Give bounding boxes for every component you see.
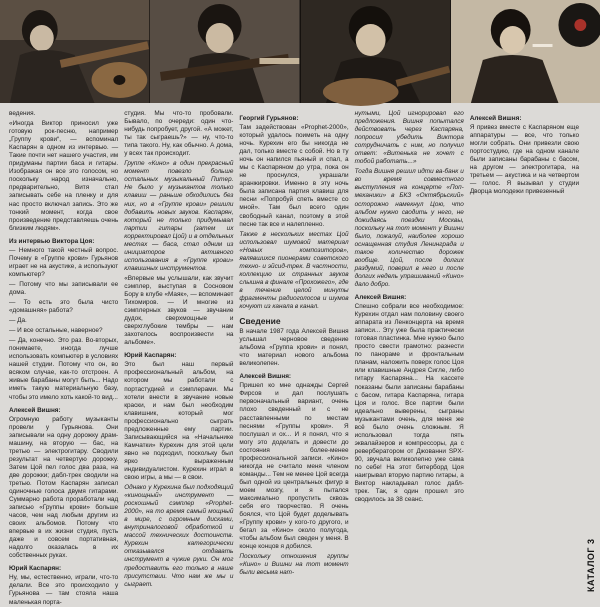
paragraph: Пришел ко мне однажды Сергей Фирсов и дал послушать первоначальный вариант, очень плохо сведенный и с не расставленными по местам песнями «Группы крови». Я послушал и ох... И я понял, что я могу это доделать и довести до состояния более-менее профессиональной записи. «Кино» никогда не считало меня членом команды... Тем не менее Цой всегда был одной из центральных фигур в моем мозгу, и я пытался максимально пропустить сквозь себя его творчество. Я очень боялся, что Цой будет доделывать «Группу крови» у кого-то другого, и бегал за «Кино» около полугода, чтобы альбом был сведен у меня. В конце концов я добился. — [239, 382, 349, 551]
section-heading: Алексей Вишня: — [354, 294, 407, 302]
section-heading: Из интервью Виктора Цоя: — [9, 237, 95, 245]
paragraph: Также в нескольких местах Цой использовал шумовой материал «Новых композиторов», являвшихся пионерами советского техно- и эйсид-трек. В частности, коллекцию их странных звуков слышна в финале «Прохожего», где в течение целой минуты фрагменты радиоголосов и шумов кочуют из канала в канал. — [239, 230, 349, 311]
paragraph: Поскольку отношения группы «Кино» и Вишни на тот момент были весьма нат- — [239, 553, 349, 577]
paragraph: Огромную работу музыканты провели у Гурьянова. Они записывали на одну дорожку драм-машину, на вторую — бас, на третью — электрогитару. Сводили результат на четвертую дорожку. Затем Цой пел голос два раза, на две дорожки; дабл-трек сводили на третью. Потом Каспарян записал одиночные голоса двумя гитарами. Суммарно работа проработали над записью «Группы крови» больше часов, чем над любым другим из своих альбомов. Потому что впервые в их жизни студия, пусть даже и совсем портативная, надолго оказалась в их собственных руках. — [9, 415, 119, 560]
section-heading: Георгий Гурьянов: — [239, 115, 299, 122]
paragraph: ведения. — [9, 110, 36, 117]
paragraph: — Потому что мы записывали ее дома. — [9, 280, 119, 296]
paragraph: нутыми, Цой игнорировал его предложения. Вишня попытался действовать через Каспаряна, попросил убедить Виктора сотрудничать с ним, но получил ответ: «Витенька не хочет с тобой работать...» — [354, 110, 464, 166]
column-2 — [124, 110, 233, 592]
paragraph: Это был наш первый профессиональный альбом, на котором мы работали с портастудией и сэмплерами. Мы хотели внести в звучание новые краски, и нам был необходим клавишник, который мог профессионально сыграть предложенные ему партии. Записывающийся на «Начальнике Камчатки» Курехин для этой цели явно не подходил, поскольку был ярко выраженным индивидуалистом. Курехин играл в свою игры, а мы — в свои. — [124, 361, 234, 482]
photo-image — [150, 0, 299, 103]
column-4 — [355, 110, 464, 592]
section-heading: Алексей Вишня: — [9, 406, 61, 414]
page-side-mark: КАТАЛОГ 3 — [586, 538, 596, 592]
paragraph: — То есть это была чисто «домашняя» работа? — [9, 298, 119, 315]
section-heading: Юрий Каспарян: — [124, 352, 177, 360]
photo-strip — [0, 0, 600, 103]
photo-guitarist-1 — [0, 0, 150, 103]
paragraph: В начале 1987 года Алексей Вишня услышал черновое сведение альбома «Группа крови» и понял, что материал нового альбома великолепен. — [239, 328, 349, 368]
column-5 — [470, 110, 579, 592]
paragraph: — Да, конечно. Это раз. Во-вторых, понимаете, иногда лучше использовать компьютер в условиях нашей студии. Потому что он, во всяком случае, как-то отстроен. А живые барабаны могут быть... Надо иметь такую материальную базу, чтобы это имело хоть какой-то вид... — [9, 337, 119, 401]
paragraph: Группе «Кино» в один прекрасный момент повезло больше остальных музыкальный Питер. Не было у музыкантов только клавиш — раньше обходились без них, но в «Группе крови» решили добавить новых звуков. Каспарян, который не только придумывал партии гитары (затем их корректировал Цой) и в отдельных местах — баса, стал одним из инициаторов активного использования в «Группе крови» клавишных инструментов. — [124, 160, 234, 272]
paragraph: Спешно собрали все необходимое: Курехин отдал нам половину своего аппарата из Ленконцерта на время записи... Эту уже была практически готовая пластинка. Мне нужно было просто свести грамотно: разнести по панораме и фронтальным планам, наложить поверх голос Цоя или клавишные Андрея Сигле, либо гитару Каспаряна... На кассете показаны были записаны барабаны с басом, гитара Каспаряна, гитара Цоя и голос. Все партии были идеально выверены, сыграны музыкантами очень, для меня же всё было очень сложным. Я использовал тогда пять эквалайзеров и компрессоры, да с ревербератором от Джованни SPX-90, звучала великолепно уже сама по себе! На этот битерборд Цоя наигрывал вторую партию гитары, а Виктор накладывал голос дабл-трек. Так, я один прошел это сводилось за 38 сеанс. — [354, 303, 464, 504]
paragraph: Ну, мы, естественно, играли, что-то делали. Все это происходило у Гурьянова — там стояла наша маленькая порта- — [9, 574, 119, 606]
paragraph: Однако у Курехина был подходящий «кинощный» инструмент — роскошный сэмплер «Prophet-2000», на то время самый мощный в мире, с огромным дисками, внутриналоговой обработкой и массой технических достоинств. Курехин категорически отказывался отдавать инструмент в чужие руки. Он мог предоставить его только в наше присутствии. Что нам же мы и сыграет. — [124, 484, 234, 588]
photo-image — [301, 0, 450, 103]
photo-image — [451, 0, 600, 103]
paragraph: «Впервые мы услышали, как звучит сэмплер, выступая в Сосновом Бору в клубе «Маяк», — вспоминает Тихомиров. — И многие из сэмплерных звуков — звучание дудок, сверхмощные и сверхглубокие тембры — нам захотелось воспроизвести на альбоме». — [124, 274, 234, 347]
paragraph: — Да. — [9, 317, 27, 325]
photo-guitarist-2 — [150, 0, 300, 103]
article-columns — [9, 110, 580, 606]
paragraph: Тогда Вишня решил идти ва-банк и во время совместного выступления на концерте «Поп-механики» в БКЗ «Октябрьский» осторожно намекнул Цою, что альбом нужно сводить у него, не дожидаясь поездки Москвы, поскольку на тот момент у Вишни было, пожалуй, наиболее хорошо оснащенная студия Ленинграда и такое количество дорожек вообще. Цой, после долгих раздумий, поверил в него и после долгих недель упрашиваний «Кино» дало добро. — [354, 168, 464, 288]
column-3 — [239, 110, 348, 592]
paragraph: «Иногда Виктор приносил уже готовую рок-песню, например „Группу крови“, — вспоминал Каспарян в одном из интервью. — Такие почти нет нашего участия, им придуманы партии баса и гитары. Изображая он все это голосом, но поскольку народ изначально, предварительно, Витя стал записывать себе на пленку и для нас просто включал запись. Это же тонкий момент, когда свое произведение представляешь очень близким людям». — [9, 120, 119, 232]
section-heading: Юрий Каспарян: — [9, 565, 62, 573]
column-1 — [9, 110, 119, 606]
paragraph: Там задействован «Prophet-2000», который удалось поиметь на одну ночь. Курехин его бы никогда не дал, только вместе с собой. Но в ту ночь он напился пьяный и спал, а мы с Каспаряном до утра, пока он не проснулся, украшали аранжировки. Именно в эту ночь была записана партия клавиш для песни «Попробуй спеть вместе со мной». Там был всего один свободный канал, поэтому в этой песне так все и налепленно. — [239, 124, 349, 228]
paragraph: студия. Мы что-то пробовали. Бывало, по очереди: один что-нибудь попробует, другой. «А может, ты так сыграешь?» — ну, что-то типа такого. Ну, как обычно. А дома, у всех так происходит. — [124, 110, 234, 158]
paragraph: Я привез вместе с Каспаряном еще аппаратуры — все, что только могли собрать. Они привезли свою портостудию, где на одном канале были записаны барабаны с басом, на другом — электрогитара, на третьем — акустика и на четвертом — голос. Я вызывал у студии Дворца молодежи привезенный — [469, 124, 580, 196]
section-heading: Алексей Вишня: — [469, 115, 522, 122]
section-heading: Алексей Вишня: — [239, 373, 292, 381]
photo-guitarist-4 — [451, 0, 600, 103]
section-heading: Сведение — [239, 316, 281, 327]
photo-image — [0, 0, 149, 103]
paragraph: — Немного такой честный вопрос. Почему в «Группе крови» Гурьянов играет не на акустике, а используют компьютер? — [9, 246, 119, 278]
photo-guitarist-3 — [301, 0, 451, 103]
paragraph: — И все остальные, наверное? — [9, 327, 103, 335]
